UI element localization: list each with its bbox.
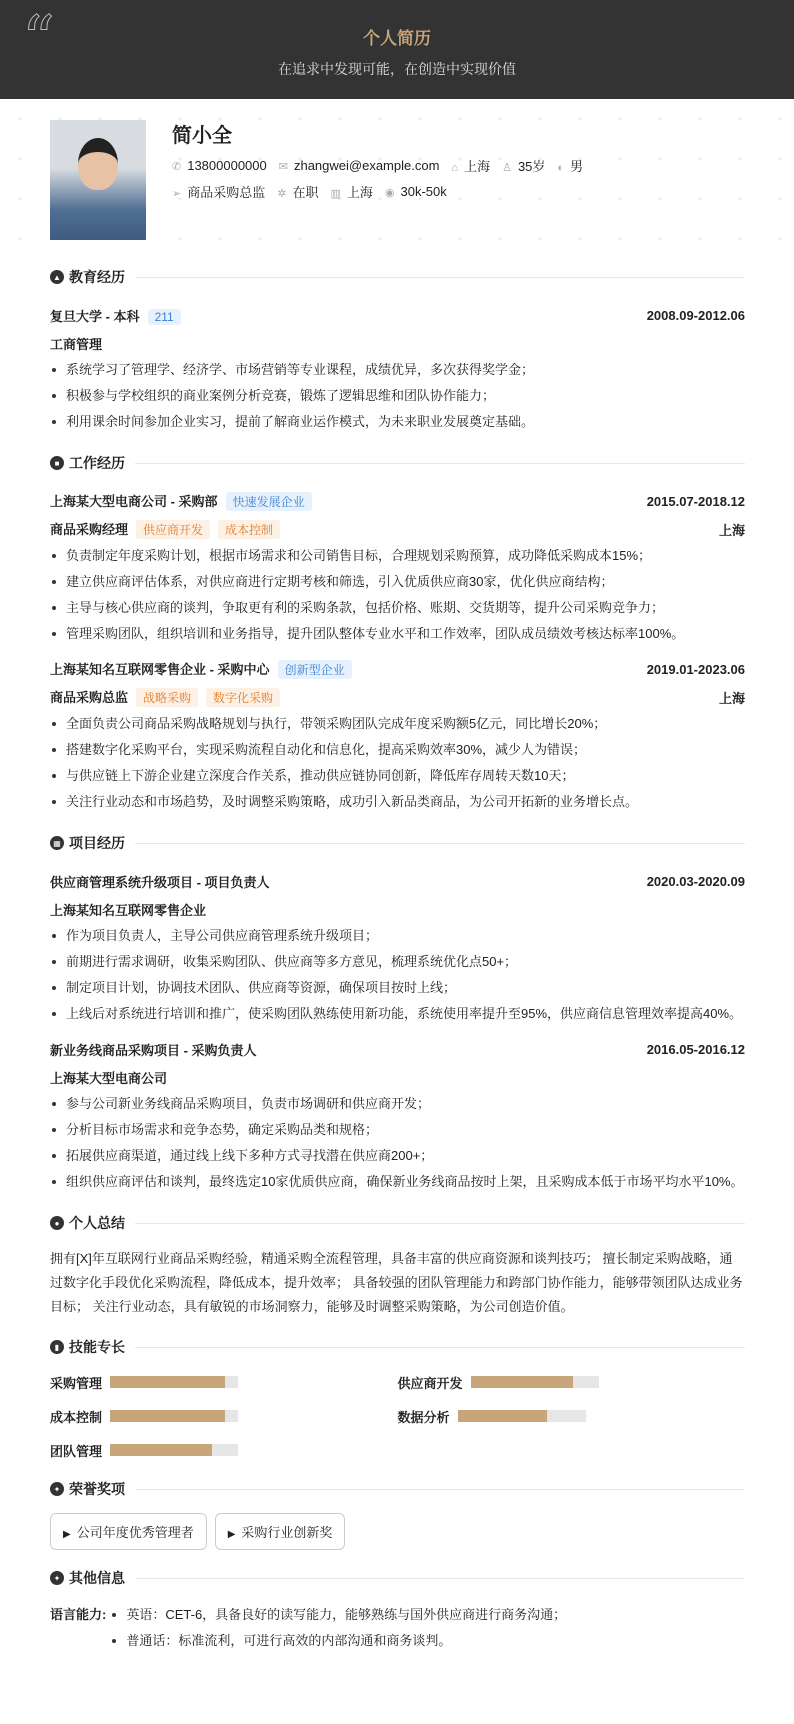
project-header [50, 1035, 745, 1063]
play-icon: ▶ [227, 1529, 236, 1540]
award-icon: ✦ [50, 1482, 64, 1496]
city: 上海 [464, 159, 491, 174]
skill-bar-fill [110, 1410, 225, 1422]
skill-bar [110, 1410, 238, 1422]
list-item: 全面负责公司商品采购战略规划与执行，带领采购团队完成年度采购额5亿元，同比增长20%； [50, 711, 745, 737]
email: zhangwei@example.com [293, 158, 440, 173]
age-icon: ♙ [502, 162, 512, 174]
section-title: 项目经历 [69, 835, 125, 851]
graduation-icon: ▲ [50, 270, 64, 284]
company: 上海某大型电商公司 - 采购部 [50, 494, 218, 509]
education-date: 2008.09-2012.06 [646, 307, 745, 323]
project-header [50, 867, 745, 895]
info-icon: ✦ [50, 1571, 64, 1585]
major: 工商管理 [50, 336, 103, 352]
company-tag: 创新型企业 [278, 660, 352, 679]
project-item [50, 867, 745, 1027]
list-item: 管理采购团队，组织培训和业务指导，提升团队整体专业水平和工作效率，团队成员绩效考核达标率100%。 [50, 621, 745, 647]
skill-item [398, 1371, 746, 1393]
work-header [50, 487, 745, 515]
list-item: 上线后对系统进行培训和推广，使采购团队熟练使用新功能，系统使用率提升至95%，供应商信息管理效率提高40%。 [50, 1001, 745, 1027]
skill-bar [471, 1376, 599, 1388]
company: 上海某知名互联网零售企业 - 采购中心 [50, 662, 270, 677]
skill-name: 成本控制 [50, 1409, 103, 1425]
awards-list [50, 1513, 745, 1550]
list-item: 主导与核心供应商的谈判，争取更有利的采购条款，包括价格、账期、交货期等，提升公司采购竞争力； [50, 595, 745, 621]
list-item: 英语：CET-6，具备良好的读写能力，能够熟练与国外供应商进行商务沟通； [110, 1602, 566, 1628]
gender-icon: ◐ [557, 162, 565, 174]
gender: 男 [570, 159, 584, 174]
skill-item [50, 1439, 398, 1461]
mail-icon: ✉ [278, 161, 288, 173]
profile-section [0, 99, 794, 249]
skill-item [50, 1371, 398, 1393]
role: 商品采购总监 [50, 690, 129, 705]
skill-item [398, 1405, 746, 1427]
skill-bar [110, 1376, 238, 1388]
grid-icon: ▦ [50, 836, 64, 850]
role-row [50, 515, 745, 543]
section-work [50, 453, 745, 473]
list-item: 搭建数字化采购平台，实现采购流程自动化和信息化，提高采购效率30%，减少人为错误； [50, 737, 745, 763]
work-date: 2015.07-2018.12 [646, 493, 745, 509]
list-item: 参与公司新业务线商品采购项目，负责市场调研和供应商开发； [50, 1091, 745, 1117]
contact-row [172, 156, 583, 175]
company-tag: 快速发展企业 [226, 492, 312, 511]
work-city: 上海 [718, 522, 745, 538]
section-summary [50, 1213, 745, 1233]
salary-icon: ◉ [384, 187, 395, 199]
section-skills [50, 1337, 745, 1357]
skill-tag: 数字化采购 [206, 688, 280, 707]
target-city: 上海 [346, 185, 373, 200]
section-title: 个人总结 [69, 1215, 125, 1231]
role: 商品采购经理 [50, 522, 129, 537]
list-item: 分析目标市场需求和竞争态势，确定采购品类和规格； [50, 1117, 745, 1143]
section-title: 技能专长 [69, 1339, 125, 1355]
education-header [50, 301, 745, 329]
list-item: 制定项目计划，协调技术团队、供应商等资源，确保项目按时上线； [50, 975, 745, 1001]
skill-tag: 供应商开发 [136, 520, 210, 539]
list-item: 作为项目负责人，主导公司供应商管理系统升级项目； [50, 923, 745, 949]
skill-tag: 战略采购 [136, 688, 198, 707]
list-item: 积极参与学校组织的商业案例分析竞赛，锻炼了逻辑思维和团队协作能力； [50, 383, 745, 409]
project-org: 上海某知名互联网零售企业 [50, 902, 207, 918]
section-title: 工作经历 [69, 455, 125, 471]
position: 商品采购总监 [187, 185, 266, 200]
status: 在职 [292, 185, 319, 200]
school-tag: 211 [148, 309, 181, 325]
work-city: 上海 [718, 690, 745, 706]
summary-text: 拥有[X]年互联网行业商品采购经验，精通采购全流程管理，具备丰富的供应商资源和谈判技巧； 擅长制定采购战略，通过数字化手段优化采购流程，降低成本，提升效率； 具备较强的团队管理能力和跨部门协作能力，能够带领团队达成业务目标； 关注行业动态，具有敏锐的市场洞察力，能够及时调整采购策略，为公司创造价值。 [50, 1251, 743, 1314]
section-title: 荣誉奖项 [69, 1481, 125, 1497]
list-item: 组织供应商评估和谈判，最终选定10家优质供应商，确保新业务线商品按时上架，且采购成本低于市场平均水平10%。 [50, 1169, 745, 1195]
award-item [50, 1513, 207, 1550]
avatar [50, 120, 146, 240]
skill-name: 供应商开发 [397, 1375, 463, 1391]
section-title: 教育经历 [69, 269, 125, 285]
section-education [50, 267, 745, 287]
project-date: 2020.03-2020.09 [646, 873, 745, 889]
skill-name: 团队管理 [50, 1443, 103, 1459]
age: 35岁 [517, 159, 546, 174]
list-item: 普通话：标准流利，可进行高效的内部沟通和商务谈判。 [110, 1628, 566, 1654]
skill-name: 数据分析 [397, 1409, 450, 1425]
list-item: 关注行业动态和市场趋势，及时调整采购策略，成功引入新品类商品，为公司开拓新的业务增长点。 [50, 789, 745, 815]
project-name: 新业务线商品采购项目 - 采购负责人 [50, 1042, 257, 1058]
section-projects [50, 833, 745, 853]
building-icon: ▥ [330, 188, 341, 200]
skill-bar [110, 1444, 238, 1456]
briefcase-icon: ■ [50, 456, 64, 470]
page-subtitle: 在追求中发现可能，在创造中实现价值 [278, 61, 516, 77]
page-title: 个人简历 [363, 29, 431, 48]
project-org: 上海某大型电商公司 [50, 1070, 168, 1086]
job-row [172, 182, 447, 201]
send-icon: ➢ [172, 188, 182, 200]
user-icon: ● [50, 1216, 64, 1230]
award-label: 公司年度优秀管理者 [76, 1525, 194, 1540]
work-date: 2019.01-2023.06 [646, 661, 745, 677]
play-icon: ▶ [63, 1529, 71, 1540]
skills-grid [50, 1371, 745, 1461]
section-awards [50, 1479, 745, 1499]
list-item: 利用课余时间参加企业实习，提前了解商业运作模式，为未来职业发展奠定基础。 [50, 409, 745, 435]
skill-bar-fill [110, 1376, 225, 1388]
page-header [0, 0, 794, 99]
award-item [215, 1513, 346, 1550]
skill-item [50, 1405, 398, 1427]
project-date: 2016.05-2016.12 [646, 1041, 745, 1057]
list-item: 建立供应商评估体系，对供应商进行定期考核和筛选，引入优质供应商30家，优化供应商结构； [50, 569, 745, 595]
section-other [50, 1568, 745, 1588]
list-item: 拓展供应商渠道，通过线上线下多种方式寻找潜在供应商200+； [50, 1143, 745, 1169]
quote-icon: “ [22, 3, 55, 77]
phone-icon: ✆ [172, 161, 182, 173]
chart-icon: ▮ [50, 1340, 64, 1354]
list-item: 系统学习了管理学、经济学、市场营销等专业课程，成绩优异，多次获得奖学金； [50, 357, 745, 383]
school: 复旦大学 - 本科 [50, 308, 140, 324]
home-icon: ⌂ [451, 162, 459, 174]
project-name: 供应商管理系统升级项目 - 项目负责人 [50, 874, 270, 890]
language-label: 语言能力: [50, 1607, 107, 1622]
skill-bar-fill [458, 1410, 548, 1422]
status-icon: ✲ [277, 188, 287, 200]
list-item: 与供应链上下游企业建立深度合作关系，推动供应链协同创新，降低库存周转天数10天； [50, 763, 745, 789]
role-row [50, 683, 745, 711]
work-item [50, 655, 745, 815]
phone: 13800000000 [187, 158, 267, 173]
profile-name: 简小全 [172, 125, 232, 147]
language-info [50, 1602, 745, 1654]
skill-bar-fill [471, 1376, 573, 1388]
list-item: 负责制定年度采购计划，根据市场需求和公司销售目标，合理规划采购预算，成功降低采购成本15%； [50, 543, 745, 569]
skill-bar-fill [110, 1444, 212, 1456]
section-title: 其他信息 [69, 1570, 125, 1586]
award-label: 采购行业创新奖 [241, 1525, 333, 1540]
education-bullets [50, 357, 745, 435]
skill-name: 采购管理 [50, 1375, 103, 1391]
salary: 30k-50k [400, 184, 447, 199]
work-item [50, 487, 745, 647]
list-item: 前期进行需求调研，收集采购团队、供应商等多方意见，梳理系统优化点50+； [50, 949, 745, 975]
project-item [50, 1035, 745, 1195]
skill-bar [458, 1410, 586, 1422]
work-header [50, 655, 745, 683]
skill-tag: 成本控制 [218, 520, 280, 539]
